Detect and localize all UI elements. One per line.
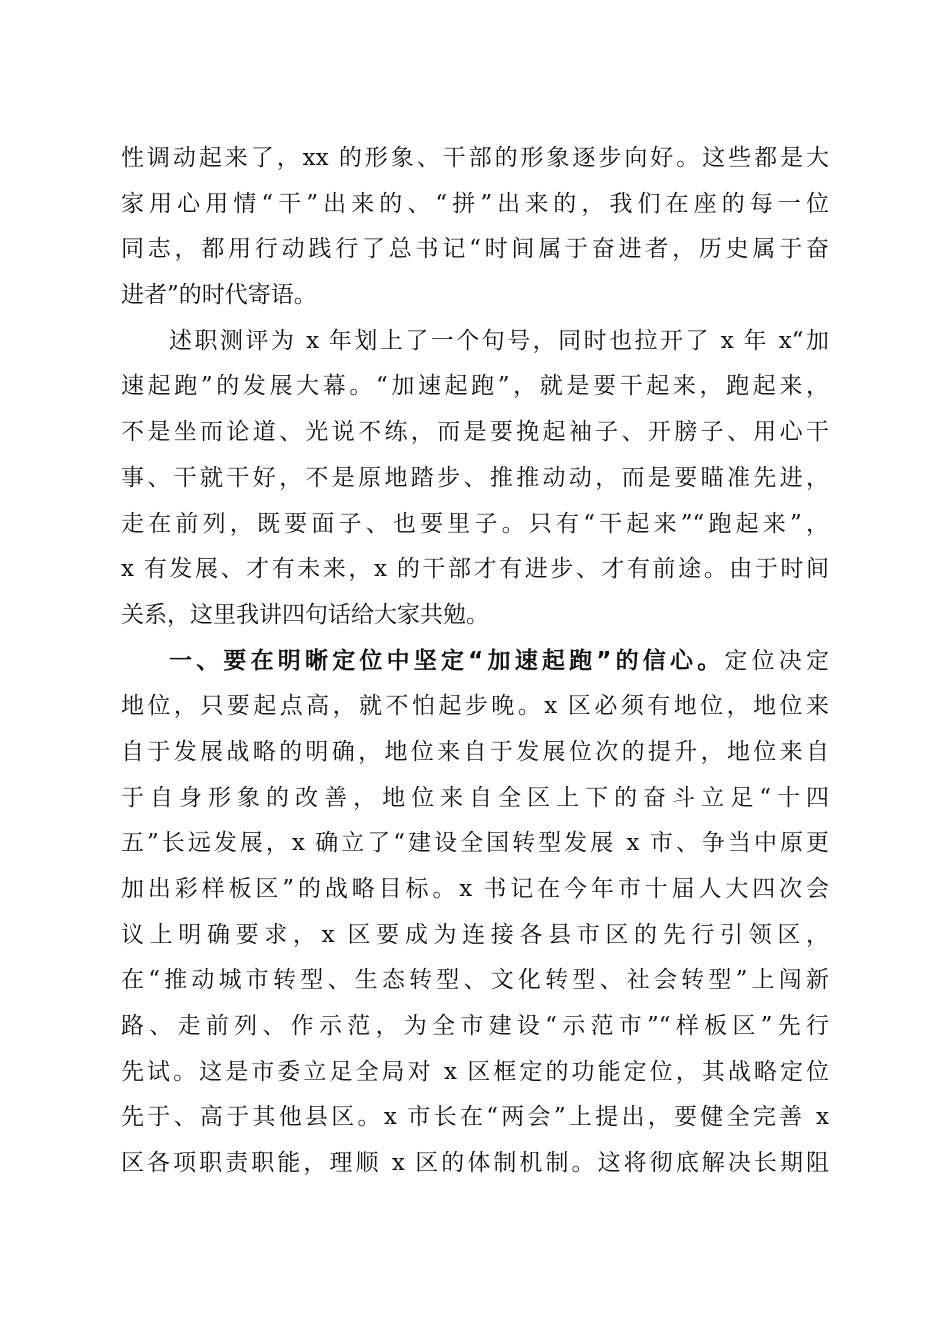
paragraph-line: 加出彩样板区”的战略目标。x 书记在今年市十届人大四次会: [121, 876, 829, 902]
paragraph-line: 区各项职责职能，理顺 x 区的体制机制。这将彻底解决长期阻: [121, 1150, 829, 1177]
paragraph-line: 事、干就干好，不是原地踏步、推推动动，而是要瞄准先进，: [121, 464, 829, 491]
paragraph-line: 自于发展战略的明确，地位来自于发展位次的提升，地位来自: [121, 738, 829, 765]
paragraph-2: [121, 319, 829, 639]
paragraph-line: 五”长远发展，x 确立了“建设全国转型发展 x 市、争当中原更: [121, 830, 829, 857]
paragraph-line: 先于、高于其他县区。x 市长在“两会”上提出，要健全完善 x: [121, 1104, 829, 1131]
paragraph-1: [121, 136, 829, 319]
paragraph-line: 进者”的时代寄语。: [121, 282, 317, 309]
paragraph-line: 家用心用情“干”出来的、“拼”出来的，我们在座的每一位: [121, 190, 829, 217]
paragraph-line: 议上明确要求，x 区要成为连接各县市区的先行引领区，: [121, 921, 829, 948]
paragraph-line: 同志，都用行动践行了总书记“时间属于奋进者，历史属于奋: [121, 236, 829, 263]
section-heading: 一、要在明晰定位中坚定“加速起跑”的信心。: [169, 647, 725, 674]
paragraph-line: 述职测评为 x 年划上了一个句号，同时也拉开了 x 年 x“加: [169, 327, 829, 354]
paragraph-line: 路、走前列、作示范，为全市建设“示范市”“样板区”先行: [121, 1013, 829, 1040]
paragraph-line: 地位，只要起点高，就不怕起步晚。x 区必须有地位，地位来: [121, 693, 829, 720]
heading-line-rest: 定位决定: [724, 647, 829, 674]
section-heading-line: [121, 639, 829, 685]
document-body: [121, 136, 829, 1187]
paragraph-line: 走在前列，既要面子、也要里子。只有“干起来”“跑起来”，: [121, 510, 829, 537]
paragraph-line: x 有发展、才有未来，x 的干部才有进步、才有前途。由于时间: [121, 556, 829, 583]
paragraph-line: 关系，这里我讲四句话给大家共勉。: [121, 601, 489, 628]
paragraph-line: 在“推动城市转型、生态转型、文化转型、社会转型”上闯新: [121, 967, 829, 994]
paragraph-line: 速起跑”的发展大幕。“加速起跑”，就是要干起来，跑起来，: [121, 373, 829, 400]
paragraph-line: 不是坐而论道、光说不练，而是要挽起袖子、开膀子、用心干: [121, 419, 829, 446]
paragraph-3: [121, 639, 829, 1187]
paragraph-line: 先试。这是市委立足全局对 x 区框定的功能定位，其战略定位: [121, 1058, 829, 1085]
paragraph-line: 于自身形象的改善，地位来自全区上下的奋斗立足“十四: [121, 784, 829, 811]
paragraph-line: 性调动起来了，xx 的形象、干部的形象逐步向好。这些都是大: [121, 145, 829, 171]
